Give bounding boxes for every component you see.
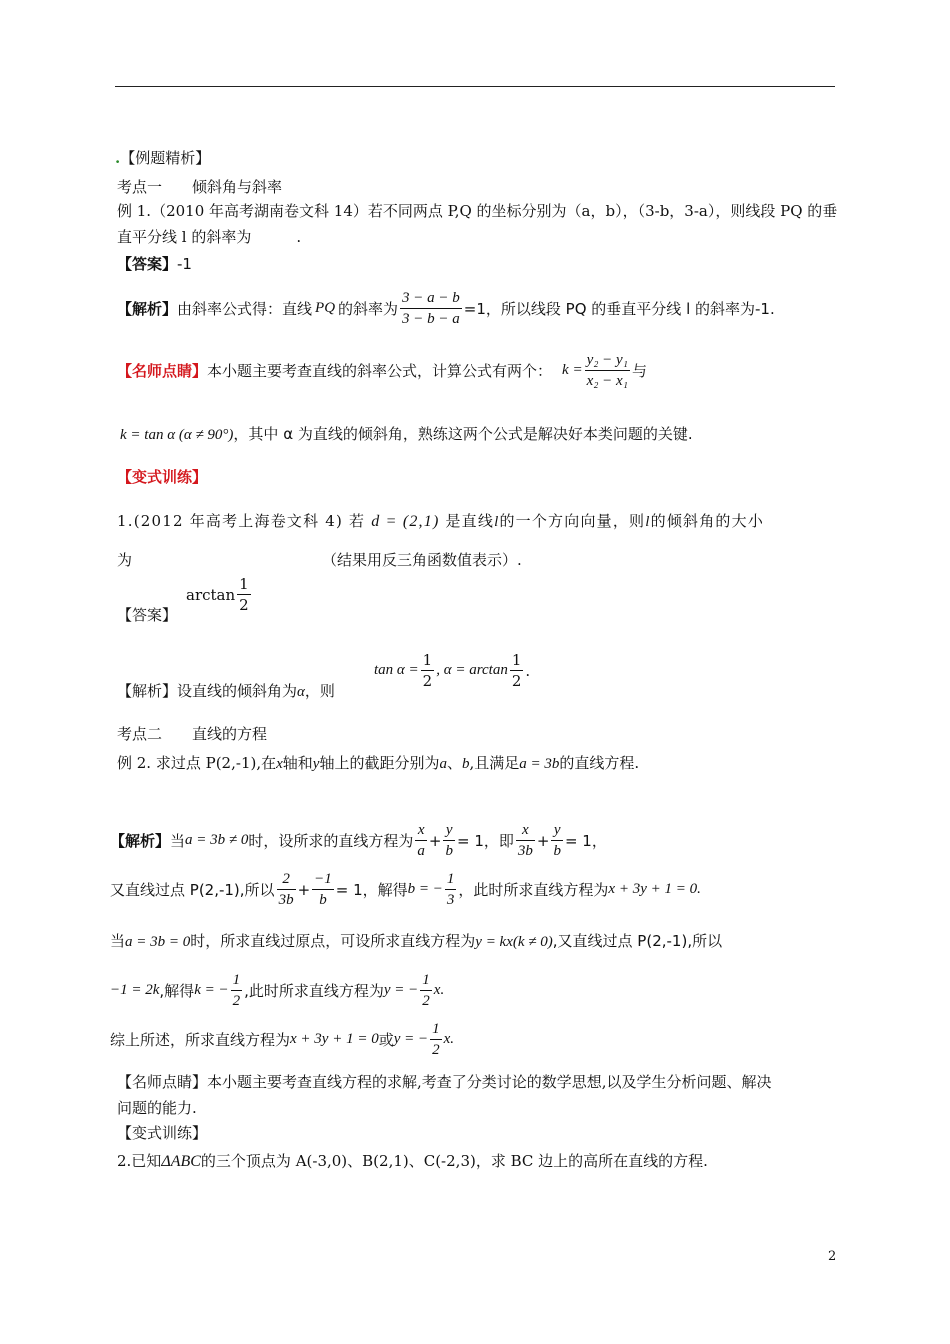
page-number: 2 [828, 1249, 837, 1264]
solution-3-line5: 综上所述，所求直线方程为 x + 3y + 1 = 0 或 y = − $\frac{1}{2}$ x. [110, 1021, 455, 1058]
example-1-line1: 例 1.（2010 年高考湖南卷文科 14）若不同两点 P,Q 的坐标分别为（a，b），（3-b，3-a），则线段 PQ 的垂 [117, 202, 838, 220]
tip-1-line2: k = tan α (α ≠ 90°)，其中 α 为直线的倾斜角，熟练这两个公式是解决好本类问题的关键. [120, 425, 693, 443]
variant-training-1: 【变式训练】 [117, 468, 208, 486]
arctan-fraction: $\frac{1}{2}$ [511, 651, 522, 690]
answer-2-fraction: $\frac{1}{2}$ [239, 575, 249, 614]
solution-3-line3: 当a = 3b = 0时，所求直线过原点，可设所求直线方程为y = kx(k ≠ 0),又直线过点 P(2,-1),所以 [110, 932, 723, 950]
example-2: 例 2. 求过点 P(2,-1),在x轴和y轴上的截距分别为a、b,且满足a = 3b的直线方程. [117, 754, 640, 772]
solution-3-line2: 又直线过点 P(2,-1),所以 $\frac{2}{3b}$ + $\frac{-1}{b}$ = 1，解得 b = − $\frac{1}{3}$ ，此时所求直线方程为 x + 3y + 1 = 0. [110, 871, 701, 908]
section-title: .【例题精析】 [115, 149, 211, 167]
slope-fraction: $\frac{3 - a - b}{3 - b - a}$ [402, 290, 460, 327]
answer-2-label: 【答案】 [117, 606, 178, 624]
tan-fraction: $\frac{1}{2}$ [422, 651, 433, 690]
solution-2-formula: tan α = $\frac{1}{2}$ , α = arctan $\frac{1}{2}$ . [374, 651, 531, 690]
tip-2-line2: 问题的能力. [117, 1099, 197, 1117]
answer-1: 【答案】-1 [117, 255, 192, 273]
solution-3-line1: 【解析】 当 a = 3b ≠ 0 时，设所求的直线方程为 $\frac{x}{a}$ + $\frac{y}{b}$ = 1，即 $\frac{x}{3b}$ + $\frac{y}{b}$ = 1， [110, 822, 607, 859]
answer-2-value: arctan $\frac{1}{2}$ [186, 575, 249, 614]
question-1-line2: 为 （结果用反三角函数值表示）. [117, 551, 522, 569]
solution-2: 【解析】设直线的倾斜角为α，则 [117, 682, 335, 700]
tip-1-line1: 【名师点睛】 本小题主要考查直线的斜率公式，计算公式有两个： k = $\frac{\text{y₂ − y₁}}{\text{x₂ − x₁}}$ 与 [117, 352, 647, 389]
tip-2-line1: 【名师点睛】本小题主要考查直线方程的求解,考查了分类讨论的数学思想,以及学生分析问题、解决 [117, 1073, 772, 1091]
example-1-line2: 直平分线 l 的斜率为 . [117, 228, 302, 246]
question-1-line1: 1.(2012 年高考上海卷文科 4) 若 d = (2,1) 是直线l的一个方向向量，则l的倾斜角的大小 [117, 512, 765, 530]
question-2: 2.已知ΔABC的三个顶点为 A(-3,0)、B(2,1)、C(-2,3)，求 BC 边上的高所在直线的方程. [117, 1152, 708, 1170]
solution-1: 【解析】 由斜率公式得：直线 PQ 的斜率为 $\frac{3 - a - b}{3 - b - a}$ =1，所以线段 PQ 的垂直平分线 l 的斜率为-1. [117, 290, 775, 327]
solution-3-line4: −1 = 2k ,解得 k = − $\frac{1}{2}$ ,此时所求直线方程为 y = − $\frac{1}{2}$ x. [110, 972, 445, 1009]
kaodian-2: 考点二 直线的方程 [117, 725, 268, 743]
kaodian-1: 考点一 倾斜角与斜率 [117, 178, 283, 196]
variant-training-2: 【变式训练】 [117, 1124, 208, 1142]
header-rule [115, 86, 835, 87]
slope-formula-fraction: $\frac{\text{y₂ − y₁}}{\text{x₂ − x₁}}$ [586, 352, 628, 389]
vector-d: d = (2,1) [371, 513, 440, 530]
